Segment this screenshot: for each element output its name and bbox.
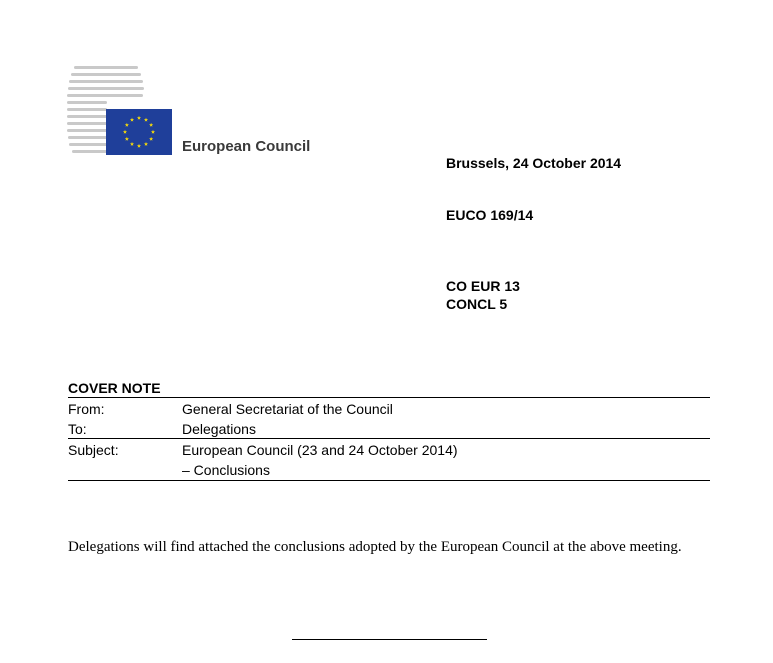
end-divider [292,639,487,640]
org-name: European Council [182,138,311,155]
divider [68,438,710,439]
place-date: Brussels, 24 October 2014 [446,155,622,171]
to-value: Delegations [182,421,256,437]
body-paragraph: Delegations will find attached the conclusions adopted by the European Council at the above meeting. [68,539,682,555]
document-code: CONCL 5 [446,296,508,312]
european-council-logo [66,66,174,158]
divider [68,397,710,398]
divider [68,480,710,481]
from-value: General Secretariat of the Council [182,401,393,417]
cover-note-title: COVER NOTE [68,380,161,396]
subject-value: European Council (23 and 24 October 2014) [182,442,458,458]
logo-emblem-icon [66,66,174,158]
subject-value-continued: – Conclusions [182,462,270,478]
subject-label: Subject: [68,442,119,458]
document-code: CO EUR 13 [446,278,520,294]
from-label: From: [68,401,105,417]
document-number: EUCO 169/14 [446,207,534,223]
to-label: To: [68,421,87,437]
